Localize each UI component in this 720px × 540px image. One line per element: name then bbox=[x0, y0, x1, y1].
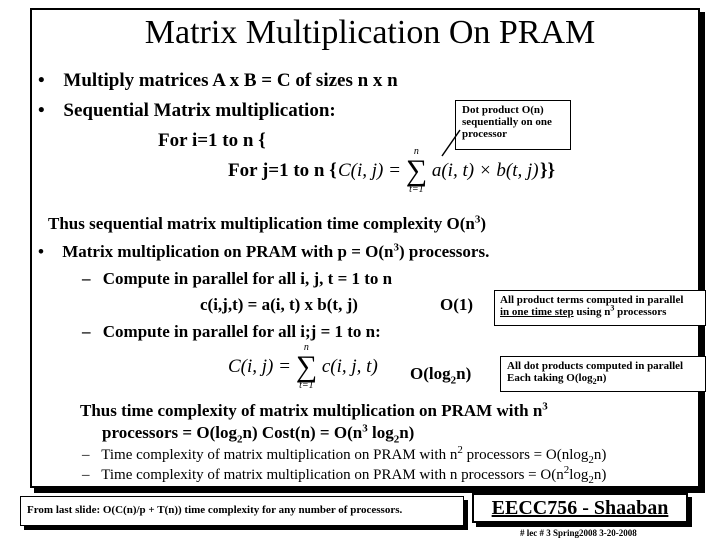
pram-bullet bbox=[38, 242, 489, 262]
bullet-2 bbox=[38, 100, 336, 122]
text: Time complexity of matrix multiplication on PRAM with n bbox=[101, 447, 458, 463]
sub-step-2 bbox=[82, 322, 381, 342]
text: n) bbox=[596, 372, 607, 384]
for-j-line: For j=1 to n { bbox=[228, 160, 337, 181]
dot-products-note bbox=[500, 356, 706, 392]
note-line: processor bbox=[462, 128, 508, 140]
superscript: 3 bbox=[474, 213, 481, 226]
text: n) bbox=[593, 447, 607, 463]
text: ) bbox=[480, 214, 487, 233]
subscript: 2 bbox=[588, 474, 594, 486]
text: Time complexity of matrix multiplication on PRAM with n processors = O(n bbox=[101, 467, 564, 483]
sigma-lower: t=1 bbox=[409, 184, 424, 195]
subscript: 2 bbox=[393, 433, 400, 446]
sigma-icon: n ∑ t=1 bbox=[295, 342, 318, 391]
bullet-2-text: Sequential Matrix multiplication: bbox=[63, 100, 336, 121]
sigma-upper: n bbox=[303, 342, 309, 353]
note-line bbox=[500, 303, 700, 318]
superscript: 3 bbox=[542, 400, 548, 413]
subscript: 2 bbox=[588, 454, 594, 466]
text: Thus sequential matrix multiplication time complexity O(n bbox=[48, 214, 475, 233]
bullet-1 bbox=[38, 70, 398, 92]
pram-complexity-line-1 bbox=[80, 401, 548, 421]
superscript: 2 bbox=[457, 444, 463, 456]
note-line bbox=[507, 372, 699, 387]
dash: – bbox=[82, 467, 90, 483]
course-label-box bbox=[472, 493, 688, 523]
formula-rhs: c(i, j, t) bbox=[321, 356, 378, 377]
parallel-sum-formula bbox=[228, 343, 378, 391]
slide-info: # lec # 3 Spring2008 3-20-2008 bbox=[520, 528, 637, 538]
olog-complexity bbox=[410, 364, 472, 387]
superscript: 2 bbox=[563, 464, 570, 476]
subscript: 2 bbox=[592, 377, 597, 387]
closing-braces: }} bbox=[540, 160, 555, 181]
sigma-upper: n bbox=[413, 146, 419, 157]
note-line: All product terms computed in parallel bbox=[500, 294, 684, 306]
text: processors bbox=[614, 306, 667, 318]
text: Thus time complexity of matrix multiplication on PRAM with n bbox=[80, 401, 543, 420]
sigma-lower: t=1 bbox=[299, 380, 314, 391]
bullet-dot: • bbox=[38, 100, 45, 121]
text: n) bbox=[593, 467, 607, 483]
text: n) bbox=[456, 364, 472, 383]
course-label: EECC756 - Shaaban bbox=[491, 497, 669, 519]
dash-line-2 bbox=[82, 464, 607, 486]
pram-complexity-line-2 bbox=[102, 422, 415, 446]
cijt-line: c(i,j,t) = a(i, t) x b(t, j) bbox=[200, 295, 358, 314]
bullet-dot: • bbox=[38, 242, 44, 261]
footer-note-box bbox=[20, 496, 464, 526]
text: Compute in parallel for all i;j = 1 to n: bbox=[102, 322, 381, 341]
o1-complexity: O(1) bbox=[440, 295, 474, 314]
sigma-icon: n ∑ t=1 bbox=[405, 146, 428, 195]
dot-product-note bbox=[455, 100, 571, 150]
text: n) Cost(n) = O(n bbox=[242, 423, 363, 442]
for-i-line: For i=1 to n { bbox=[158, 130, 266, 151]
note-line: Dot product O(n) bbox=[462, 104, 544, 116]
note-line: All dot products computed in parallel bbox=[507, 360, 684, 372]
sub-step-1 bbox=[82, 269, 392, 289]
sequential-formula bbox=[338, 147, 539, 195]
text: log bbox=[569, 467, 589, 483]
formula-lhs: C(i, j) = bbox=[338, 160, 401, 181]
superscript: 3 bbox=[610, 303, 615, 313]
subscript: 2 bbox=[450, 374, 457, 387]
underlined-text: in one time step bbox=[500, 306, 574, 318]
text: using n bbox=[573, 306, 611, 318]
slide-title: Matrix Multiplication On PRAM bbox=[144, 14, 596, 51]
footer-note: From last slide: O(C(n)/p + T(n)) time complexity for any number of processors. bbox=[27, 504, 403, 516]
bullet-dot: • bbox=[38, 70, 45, 91]
text: Matrix multiplication on PRAM with p = O(n bbox=[62, 242, 394, 261]
text: processors = O(log bbox=[102, 423, 237, 442]
dash-line-1 bbox=[82, 444, 607, 466]
superscript: 3 bbox=[393, 241, 399, 254]
sequential-complexity bbox=[48, 214, 486, 234]
note-line: sequentially on one bbox=[462, 116, 552, 128]
text: n) bbox=[399, 423, 415, 442]
subscript: 2 bbox=[236, 433, 243, 446]
bullet-1-text: Multiply matrices A x B = C of sizes n x n bbox=[63, 70, 398, 91]
formula-rhs: a(i, t) × b(t, j) bbox=[431, 160, 539, 181]
text: Each taking O(log bbox=[507, 372, 593, 384]
superscript: 3 bbox=[362, 422, 368, 435]
text: Compute in parallel for all i, j, t = 1 to n bbox=[102, 269, 393, 288]
dash: – bbox=[82, 447, 90, 463]
text: O(log bbox=[410, 364, 451, 383]
product-terms-note bbox=[494, 290, 706, 326]
frame-shadow-right bbox=[700, 12, 705, 493]
dash: – bbox=[82, 322, 91, 341]
text: log bbox=[367, 423, 394, 442]
text: ) processors. bbox=[398, 242, 490, 261]
dash: – bbox=[82, 269, 91, 288]
formula-lhs: C(i, j) = bbox=[228, 356, 291, 377]
text: processors = O(nlog bbox=[462, 447, 589, 463]
